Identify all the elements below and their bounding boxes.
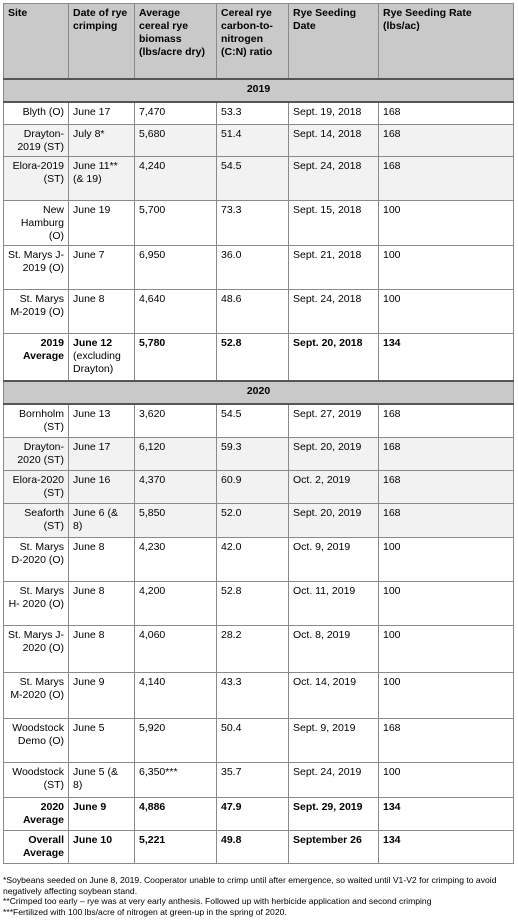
cell-biomass: 4,886 — [135, 797, 217, 830]
cell-seeding-date: Sept. 24, 2018 — [289, 156, 379, 200]
header-crimp-date: Date of rye crimping — [69, 4, 135, 80]
header-cn-ratio: Cereal rye carbon-to-nitrogen (C:N) ratio — [217, 4, 289, 80]
cell-cn-ratio: 28.2 — [217, 625, 289, 672]
footnote-1: *Soybeans seeded on June 8, 2019. Cooperator unable to crimp until after emergence, so waited until V1-V2 for crimping to avoid negatively affecting soybean stand. — [3, 875, 497, 896]
cell-crimp-date: June 17 — [69, 102, 135, 124]
cell-crimp-date: June 8 — [69, 625, 135, 672]
average-2020-row — [4, 797, 514, 830]
cell-biomass: 5,850 — [135, 503, 217, 537]
cell-crimp-date: June 8 — [69, 581, 135, 625]
cell-seeding-rate: 168 — [379, 503, 514, 537]
header-seeding-rate: Rye Seeding Rate (lbs/ac) — [379, 4, 514, 80]
cell-cn-ratio: 42.0 — [217, 537, 289, 581]
cell-seeding-rate: 168 — [379, 437, 514, 470]
header-site: Site — [4, 4, 69, 80]
cell-seeding-rate: 134 — [379, 333, 514, 381]
cell-cn-ratio: 50.4 — [217, 718, 289, 762]
rye-crimping-table — [3, 3, 514, 864]
cell-site: New Hamburg (O) — [4, 200, 69, 245]
cell-site: Overall Average — [4, 830, 69, 863]
cell-site: Drayton-2019 (ST) — [4, 124, 69, 156]
cell-seeding-date: Sept. 21, 2018 — [289, 245, 379, 289]
cell-site: Drayton-2020 (ST) — [4, 437, 69, 470]
header-seeding-date: Rye Seeding Date — [289, 4, 379, 80]
cell-cn-ratio: 54.5 — [217, 156, 289, 200]
cell-biomass: 4,240 — [135, 156, 217, 200]
cell-seeding-rate: 168 — [379, 102, 514, 124]
table-row — [4, 404, 514, 437]
cell-crimp-date: June 16 — [69, 470, 135, 503]
cell-biomass: 6,120 — [135, 437, 217, 470]
cell-crimp-date — [69, 333, 135, 381]
cell-crimp-date: June 9 — [69, 797, 135, 830]
table-row — [4, 102, 514, 124]
cell-crimp-date: June 8 — [69, 289, 135, 333]
footnote-3: ***Fertilized with 100 lbs/acre of nitrogen at green-up in the spring of 2020. — [3, 907, 287, 917]
cell-crimp-date: June 5 (& 8) — [69, 762, 135, 797]
cell-biomass: 5,680 — [135, 124, 217, 156]
cell-crimp-date: June 17 — [69, 437, 135, 470]
cell-seeding-rate: 134 — [379, 797, 514, 830]
year-2020-row — [4, 381, 514, 404]
cell-seeding-date: September 26 — [289, 830, 379, 863]
cell-seeding-date: Sept. 27, 2019 — [289, 404, 379, 437]
cell-crimp-date: June 5 — [69, 718, 135, 762]
cell-seeding-rate: 100 — [379, 245, 514, 289]
cell-seeding-rate: 100 — [379, 672, 514, 718]
cell-biomass: 6,350*** — [135, 762, 217, 797]
cell-biomass: 4,140 — [135, 672, 217, 718]
cell-crimp-date: June 8 — [69, 537, 135, 581]
cell-cn-ratio: 48.6 — [217, 289, 289, 333]
cell-seeding-date: Sept. 20, 2018 — [289, 333, 379, 381]
cell-seeding-rate: 100 — [379, 537, 514, 581]
avg-2019-crimp-date: June 12 — [73, 336, 113, 349]
cell-cn-ratio: 35.7 — [217, 762, 289, 797]
cell-biomass: 5,221 — [135, 830, 217, 863]
cell-seeding-rate: 168 — [379, 718, 514, 762]
cell-site: Woodstock Demo (O) — [4, 718, 69, 762]
table-row — [4, 470, 514, 503]
cell-site: Blyth (O) — [4, 102, 69, 124]
cell-cn-ratio: 60.9 — [217, 470, 289, 503]
cell-crimp-date: June 13 — [69, 404, 135, 437]
cell-biomass: 4,370 — [135, 470, 217, 503]
cell-seeding-date: Oct. 2, 2019 — [289, 470, 379, 503]
cell-biomass: 4,230 — [135, 537, 217, 581]
table-row — [4, 672, 514, 718]
header-row — [4, 4, 514, 80]
cell-cn-ratio: 52.8 — [217, 333, 289, 381]
cell-seeding-rate: 134 — [379, 830, 514, 863]
cell-cn-ratio: 51.4 — [217, 124, 289, 156]
table-row — [4, 289, 514, 333]
cell-seeding-rate: 100 — [379, 625, 514, 672]
cell-seeding-rate: 100 — [379, 289, 514, 333]
cell-biomass: 3,620 — [135, 404, 217, 437]
cell-site: St. Marys M-2019 (O) — [4, 289, 69, 333]
cell-site: Bornholm (ST) — [4, 404, 69, 437]
cell-seeding-rate: 100 — [379, 581, 514, 625]
cell-cn-ratio: 36.0 — [217, 245, 289, 289]
cell-seeding-rate: 168 — [379, 124, 514, 156]
cell-seeding-date: Oct. 11, 2019 — [289, 581, 379, 625]
cell-crimp-date: June 19 — [69, 200, 135, 245]
cell-site: St. Marys D-2020 (O) — [4, 537, 69, 581]
year-2020-row-label: 2020 — [4, 381, 514, 404]
cell-seeding-rate: 168 — [379, 404, 514, 437]
table-row — [4, 625, 514, 672]
cell-biomass: 6,950 — [135, 245, 217, 289]
cell-seeding-date: Sept. 20, 2019 — [289, 503, 379, 537]
cell-seeding-date: Sept. 9, 2019 — [289, 718, 379, 762]
cell-crimp-date: June 9 — [69, 672, 135, 718]
cell-biomass: 4,060 — [135, 625, 217, 672]
cell-site: 2020 Average — [4, 797, 69, 830]
table-row — [4, 437, 514, 470]
cell-seeding-rate: 168 — [379, 470, 514, 503]
cell-biomass: 7,470 — [135, 102, 217, 124]
cell-cn-ratio: 52.0 — [217, 503, 289, 537]
table-row — [4, 581, 514, 625]
table-row — [4, 245, 514, 289]
cell-cn-ratio: 54.5 — [217, 404, 289, 437]
table-row — [4, 124, 514, 156]
table-row — [4, 537, 514, 581]
cell-biomass: 4,640 — [135, 289, 217, 333]
overall-average-row — [4, 830, 514, 863]
cell-cn-ratio: 47.9 — [217, 797, 289, 830]
cell-site: St. Marys J-2020 (O) — [4, 625, 69, 672]
footnote-2: **Crimped too early – rye was at very early anthesis. Followed up with herbicide application and second crimping — [3, 896, 432, 906]
cell-seeding-date: Sept. 24, 2018 — [289, 289, 379, 333]
avg-2019-crimp-note: (excluding Drayton) — [73, 349, 121, 375]
cell-site: St. Marys M-2020 (O) — [4, 672, 69, 718]
cell-site: St. Marys H- 2020 (O) — [4, 581, 69, 625]
cell-site: Seaforth (ST) — [4, 503, 69, 537]
cell-seeding-rate: 168 — [379, 156, 514, 200]
cell-cn-ratio: 49.8 — [217, 830, 289, 863]
cell-site: Elora-2019 (ST) — [4, 156, 69, 200]
cell-seeding-date: Oct. 14, 2019 — [289, 672, 379, 718]
cell-cn-ratio: 52.8 — [217, 581, 289, 625]
cell-cn-ratio: 43.3 — [217, 672, 289, 718]
cell-seeding-date: Sept. 29, 2019 — [289, 797, 379, 830]
cell-site: St. Marys J-2019 (O) — [4, 245, 69, 289]
year-2019-row — [4, 79, 514, 102]
year-2019-row-label: 2019 — [4, 79, 514, 102]
cell-site: Woodstock (ST) — [4, 762, 69, 797]
average-2019-row — [4, 333, 514, 381]
table-row — [4, 156, 514, 200]
cell-seeding-date: Oct. 8, 2019 — [289, 625, 379, 672]
cell-cn-ratio: 59.3 — [217, 437, 289, 470]
header-biomass: Average cereal rye biomass (lbs/acre dry) — [135, 4, 217, 80]
cell-biomass: 5,920 — [135, 718, 217, 762]
table-row — [4, 762, 514, 797]
table-row — [4, 200, 514, 245]
cell-seeding-date: Sept. 24, 2019 — [289, 762, 379, 797]
cell-seeding-date: Oct. 9, 2019 — [289, 537, 379, 581]
cell-crimp-date: June 10 — [69, 830, 135, 863]
cell-cn-ratio: 53.3 — [217, 102, 289, 124]
cell-biomass: 5,780 — [135, 333, 217, 381]
cell-biomass: 5,700 — [135, 200, 217, 245]
cell-seeding-rate: 100 — [379, 762, 514, 797]
table-row — [4, 503, 514, 537]
cell-crimp-date: July 8* — [69, 124, 135, 156]
cell-site: Elora-2020 (ST) — [4, 470, 69, 503]
cell-crimp-date: June 6 (& 8) — [69, 503, 135, 537]
cell-site: 2019 Average — [4, 333, 69, 381]
cell-seeding-rate: 100 — [379, 200, 514, 245]
cell-crimp-date: June 11** (& 19) — [69, 156, 135, 200]
cell-seeding-date: Sept. 19, 2018 — [289, 102, 379, 124]
cell-biomass: 4,200 — [135, 581, 217, 625]
cell-seeding-date: Sept. 14, 2018 — [289, 124, 379, 156]
cell-crimp-date: June 7 — [69, 245, 135, 289]
cell-cn-ratio: 73.3 — [217, 200, 289, 245]
cell-seeding-date: Sept. 15, 2018 — [289, 200, 379, 245]
cell-seeding-date: Sept. 20, 2019 — [289, 437, 379, 470]
table-row — [4, 718, 514, 762]
